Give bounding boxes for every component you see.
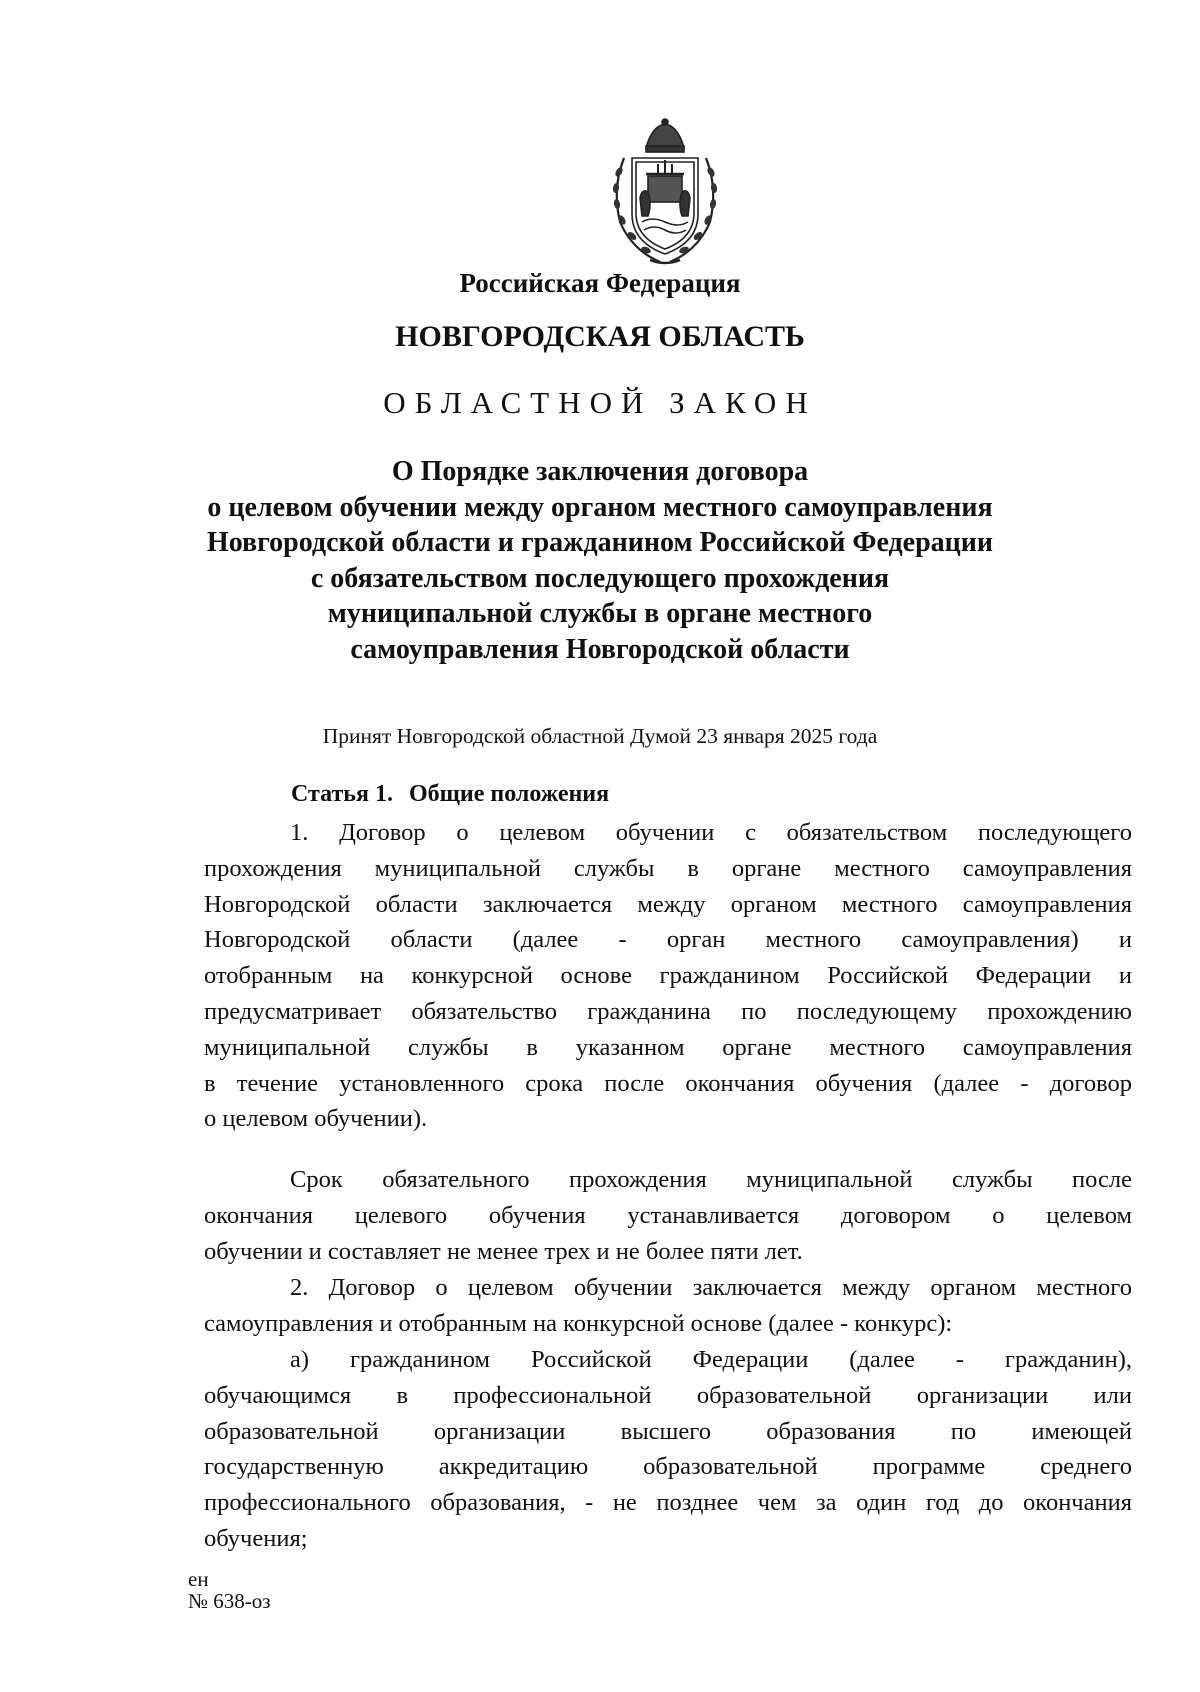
text-line: в течение установленного срока после окончания обучения (далее - договор (204, 1069, 1132, 1097)
article-paragraph-2 (204, 1162, 1132, 1269)
title-line: о целевом обучении между органом местного самоуправления (207, 491, 993, 523)
text-line: государственную аккредитацию образовательной программе среднего (204, 1453, 1132, 1481)
text-line: а) гражданином Российской Федерации (далее - гражданин), (290, 1346, 1132, 1373)
law-title (0, 454, 1200, 667)
title-line: Новгородской области и гражданином Российской Федерации (206, 527, 994, 558)
article-paragraph-4 (204, 1342, 1132, 1557)
text-line: предусматривает обязательство гражданина по последующему прохождению (204, 997, 1132, 1025)
text-line: самоуправления и отобранным на конкурсной основе (далее - конкурс): (204, 1309, 953, 1337)
text-line: окончания целевого обучения устанавливается договором о целевом (204, 1201, 1132, 1229)
title-line: муниципальной службы в органе местного (327, 598, 873, 629)
text-line: отобранным на конкурсной основе гражданином Российской Федерации и (204, 962, 1132, 990)
text-line: 2. Договор о целевом обучении заключается между органом местного (290, 1274, 1132, 1301)
country-heading: Российская Федерация (459, 268, 741, 298)
text-line: профессионального образования, - не позднее чем за один год до окончания (204, 1489, 1132, 1517)
text-line: обучающимся в профессиональной образовательной организации или (204, 1381, 1132, 1409)
title-line: самоуправления Новгородской области (350, 633, 850, 665)
law-number: № 638-оз (188, 1589, 271, 1613)
text-line: Новгородской области заключается между органом местного самоуправления (204, 890, 1132, 918)
text-line: Срок обязательного прохождения муниципальной службы после (290, 1166, 1132, 1193)
adoption-note: Принят Новгородской областной Думой 23 января 2025 года (322, 724, 878, 748)
text-line: прохождения муниципальной службы в органе местного самоуправления (204, 854, 1132, 882)
text-line: Новгородской области (далее - орган местного самоуправления) и (204, 926, 1132, 954)
text-line: обучения; (204, 1524, 308, 1552)
article-title: Общие положения (408, 781, 610, 807)
article-heading (291, 781, 609, 808)
law-kind-heading: ОБЛАСТНОЙ ЗАКОН (383, 385, 817, 420)
title-line: О Порядке заключения договора (391, 456, 809, 487)
text-line: образовательной организации высшего образования по имеющей (204, 1417, 1132, 1445)
text-line: муниципальной службы в указанном органе местного самоуправления (204, 1033, 1132, 1061)
footer-initials: ен (188, 1567, 209, 1591)
text-line: 1. Договор о целевом обучении с обязательством последующего (290, 819, 1132, 846)
text-line: о целевом обучении). (204, 1105, 428, 1133)
article-paragraph-1 (204, 815, 1132, 1137)
article-paragraph-3 (204, 1270, 1132, 1342)
region-heading: НОВГОРОДСКАЯ ОБЛАСТЬ (395, 320, 805, 353)
title-line: с обязательством последующего прохождения (310, 562, 890, 594)
text-line: обучении и составляет не менее трех и не более пяти лет. (204, 1237, 803, 1265)
document-footer (188, 1568, 271, 1612)
article-number: Статья 1. (291, 781, 393, 807)
novgorod-coat-of-arms-icon (602, 118, 728, 266)
